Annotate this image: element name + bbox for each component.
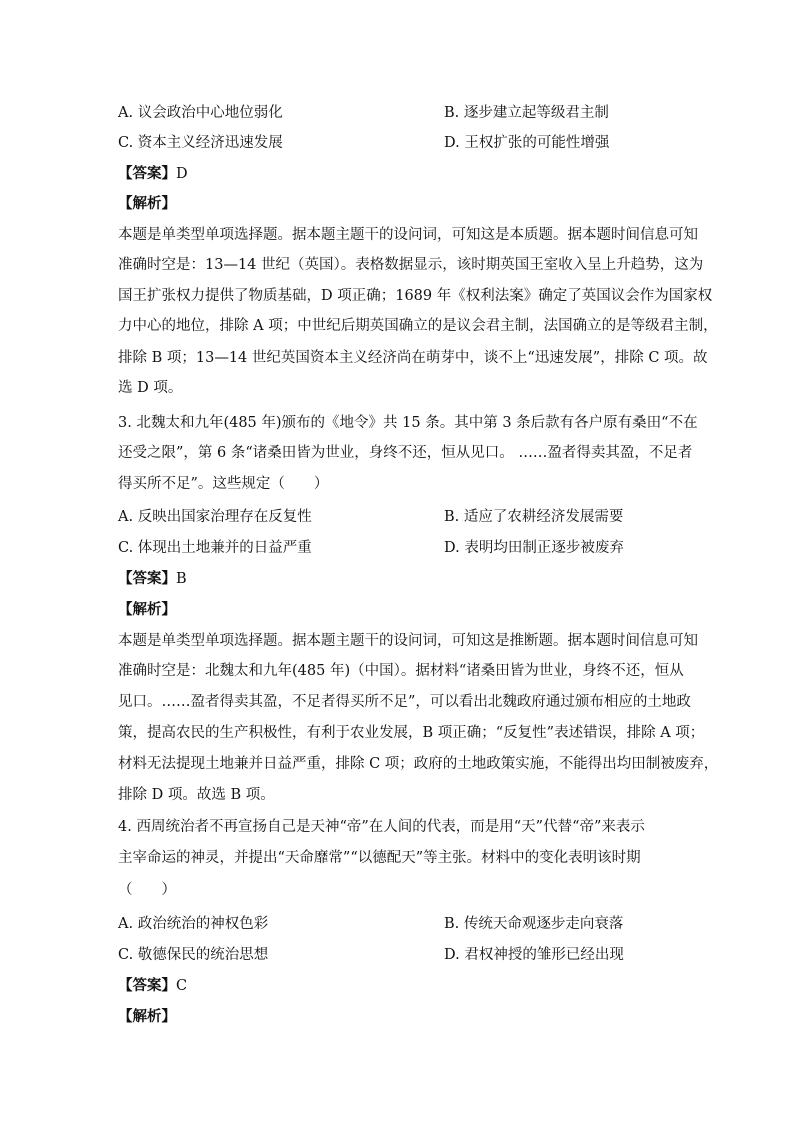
option-right: D. 王权扩张的可能性增强 xyxy=(444,135,610,151)
analysis-tag: 【解析】 xyxy=(118,195,176,212)
option-right: B. 适应了农耕经济发展需要 xyxy=(444,509,624,525)
option-left: A. 政治统治的神权色彩 xyxy=(118,916,269,932)
answer-line xyxy=(118,164,188,184)
answer-tag: 【答案】 xyxy=(118,977,176,994)
option-right: D. 君权神授的雏形已经出现 xyxy=(444,947,624,963)
option-left: A. 议会政治中心地位弱化 xyxy=(118,105,283,121)
option-left: C. 资本主义经济迅速发展 xyxy=(118,135,283,151)
analysis-tag: 【解析】 xyxy=(118,1008,176,1025)
body-text-line: 国王扩张权力提供了物质基础，D 项正确；1689 年《权利法案》确定了英国议会作为国家权 xyxy=(118,288,713,304)
answer-tag: 【答案】 xyxy=(118,570,176,587)
answer-value: D xyxy=(176,166,188,182)
body-text-line: 本题是单类型单项选择题。据本题主题干的设问词，可知这是本质题。据本题时间信息可知 xyxy=(118,227,698,243)
answer-value: C xyxy=(176,978,188,994)
body-text-line: 4. 西周统治者不再宣扬自己是天神“帝”在人间的代表，而是用“天”代替“帝”来表示 xyxy=(118,819,645,835)
body-text-line: 本题是单类型单项选择题。据本题主题干的设问词，可知这是推断题。据本题时间信息可知 xyxy=(118,633,698,649)
body-text-line: 选 D 项。 xyxy=(118,380,183,396)
option-right: D. 表明均田制正逐步被废弃 xyxy=(444,540,624,556)
body-text-line: 材料无法提现土地兼并日益严重，排除 C 项；政府的土地政策实施，不能得出均田制被废弃， xyxy=(118,756,719,772)
option-left: A. 反映出国家治理存在反复性 xyxy=(118,509,312,525)
body-text-line: 准确时空是：北魏太和九年(485 年)（中国）。据材料“诸桑田皆为世业，身终不还，恒从 xyxy=(118,663,684,679)
body-text-line: 力中心的地位，排除 A 项；中世纪后期英国确立的是议会君主制，法国确立的是等级君主制， xyxy=(118,318,718,334)
body-text-line: 得买所不足”。这些规定（ ） xyxy=(118,476,329,492)
option-right: B. 传统天命观逐步走向衰落 xyxy=(444,916,624,932)
answer-value: B xyxy=(176,571,187,587)
answer-line xyxy=(118,976,187,996)
option-left: C. 敬德保民的统治思想 xyxy=(118,947,269,963)
body-text-line: 排除 B 项；13—14 世纪英国资本主义经济尚在萌芽中，谈不上“迅速发展”，排除 C 项。故 xyxy=(118,350,708,366)
body-text-line: 主宰命运的神灵，并提出“天命靡常”“以德配天”等主张。材料中的变化表明该时期 xyxy=(118,850,641,866)
option-right: B. 逐步建立起等级君主制 xyxy=(444,105,609,121)
body-text-line: 排除 D 项。故选 B 项。 xyxy=(118,787,275,803)
body-text-line: 3. 北魏太和九年(485 年)颁布的《地令》共 15 条。其中第 3 条后款有各户原有桑田“不在 xyxy=(118,415,698,431)
answer-line xyxy=(118,569,187,589)
body-text-line: （ ） xyxy=(118,882,176,898)
analysis-tag: 【解析】 xyxy=(118,601,176,618)
body-text-line: 策，提高农民的生产积极性，有利于农业发展，B 项正确；“反复性”表述错误，排除 A 项； xyxy=(118,725,705,741)
body-text-line: 见口。……盈者得卖其盈，不足者得买所不足”，可以看出北魏政府通过颁布相应的土地政 xyxy=(118,694,691,710)
body-text-line: 还受之限”，第 6 条“诸桑田皆为世业，身终不还，恒从见口。 ……盈者得卖其盈，不足者 xyxy=(118,445,693,461)
answer-tag: 【答案】 xyxy=(118,165,176,182)
body-text-line: 准确时空是：13—14 世纪（英国）。表格数据显示，该时期英国王室收入呈上升趋势，这为 xyxy=(118,257,704,273)
option-left: C. 体现出土地兼并的日益严重 xyxy=(118,540,312,556)
